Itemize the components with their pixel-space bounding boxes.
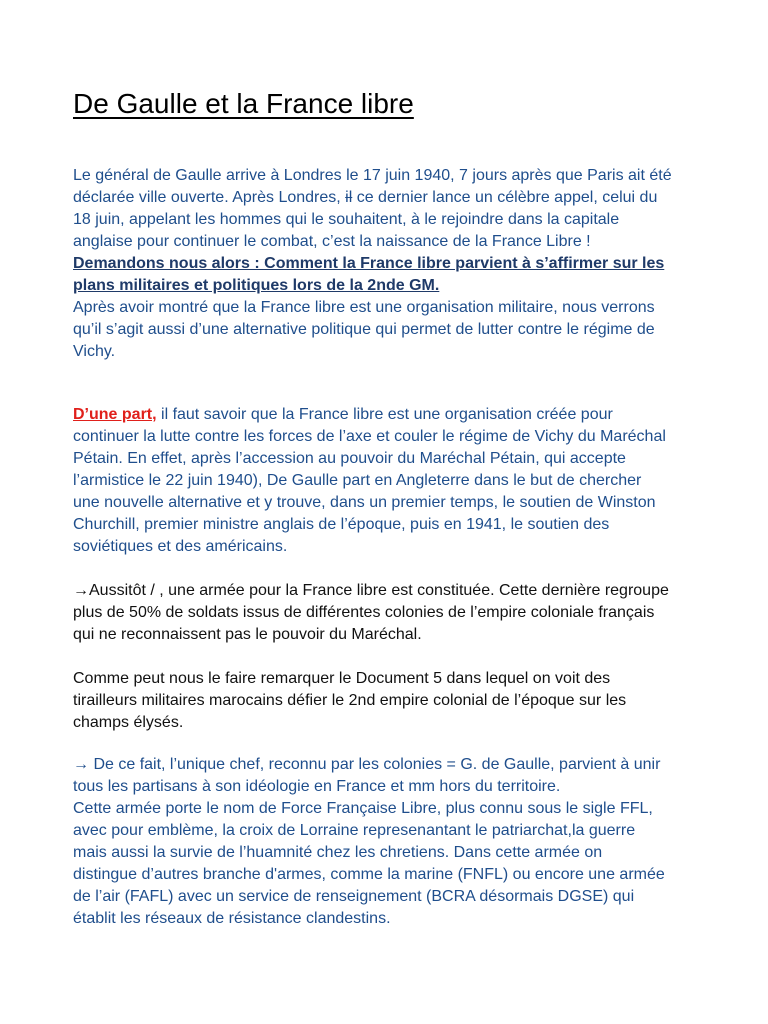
army-line (73, 580, 713, 602)
chief-line: tous les partisans à son idéologie en France et mm hors du territoire. (73, 778, 561, 795)
army-line: plus de 50% de soldats issus de différentes colonies de l’empire coloniale français (73, 604, 655, 621)
intro-line: 18 juin, appelant les hommes qui le souhaitent, à le rejoindre dans la capitale (73, 211, 620, 228)
part1-line: soviétiques et des américains. (73, 538, 288, 555)
part1-line: l’armistice le 22 juin 1940), De Gaulle part en Angleterre dans le but de chercher (73, 472, 642, 489)
chief-line (73, 754, 713, 776)
chief-paragraph (73, 754, 713, 930)
chief-line: distingue d’autres branche d'armes, comme la marine (FNFL) ou encore une armée (73, 866, 665, 883)
part1-line: Pétain. En effet, après l’accession au pouvoir du Maréchal Pétain, qui accepte (73, 450, 626, 467)
document-line: champs élysés. (73, 714, 184, 731)
intro-text: déclarée ville ouverte. Après Londres, (73, 189, 346, 206)
plan-line: qu’il s’agit aussi d’une alternative politique qui permet de lutter contre le régime de (73, 321, 655, 338)
intro-text: ce dernier lance un célèbre appel, celui du (352, 189, 658, 206)
intro-line: anglaise pour continuer le combat, c’est la naissance de la France Libre ! (73, 233, 591, 250)
arrow-icon: → (73, 756, 89, 773)
chief-line: Cette armée porte le nom de Force Française Libre, plus connu sous le sigle FFL, (73, 800, 653, 817)
chief-line: établit les réseaux de résistance clandestins. (73, 910, 391, 927)
part1-line: continuer la lutte contre les forces de l’axe et couler le régime de Vichy du Maréchal (73, 428, 666, 445)
problematic-line: Demandons nous alors : Comment la France libre parvient à s’affirmer sur les (73, 255, 665, 272)
army-line: qui ne reconnaissent pas le pouvoir du Maréchal. (73, 626, 422, 643)
document-line: Comme peut nous le faire remarquer le Document 5 dans lequel on voit des (73, 670, 611, 687)
part1-line (73, 404, 713, 426)
army-paragraph (73, 580, 713, 646)
part1-line: Churchill, premier ministre anglais de l’époque, puis en 1941, le soutien des (73, 516, 610, 533)
part1-line: une nouvelle alternative et y trouve, dans un premier temps, le soutien de Winston (73, 494, 656, 511)
document-line: tirailleurs militaires marocains défier le 2nd empire colonial de l’époque sur les (73, 692, 627, 709)
chief-text: De ce fait, l’unique chef, reconnu par les colonies = G. de Gaulle, parvient à unir (89, 756, 661, 773)
struck-word: il (345, 189, 353, 206)
chief-line: mais aussi la survie de l’huamnité chez les chretiens. Dans cette armée on (73, 844, 603, 861)
intro-line (73, 187, 713, 209)
intro-line: Le général de Gaulle arrive à Londres le 17 juin 1940, 7 jours après que Paris ait été (73, 167, 672, 184)
problematic-text: plans militaires et politiques lors de la 2nde GM. (73, 277, 440, 294)
part1-paragraph (73, 404, 713, 558)
part-label: D’une part, (73, 406, 157, 423)
plan-line: Vichy. (73, 343, 116, 360)
plan-line: Après avoir montré que la France libre est une organisation militaire, nous verrons (73, 299, 655, 316)
arrow-icon: → (73, 582, 89, 599)
problematic-line (73, 275, 713, 297)
intro-paragraph (73, 165, 713, 363)
part1-text: il faut savoir que la France libre est une organisation créée pour (156, 406, 613, 423)
page-title: De Gaulle et la France libre (73, 88, 414, 119)
chief-line: de l’air (FAFL) avec un service de renseignement (BCRA désormais DGSE) qui (73, 888, 635, 905)
army-text: Aussitôt / , une armée pour la France libre est constituée. Cette dernière regroupe (89, 582, 669, 599)
chief-line: avec pour emblème, la croix de Lorraine represenantant le patriarchat,la guerre (73, 822, 636, 839)
document-paragraph (73, 668, 713, 734)
